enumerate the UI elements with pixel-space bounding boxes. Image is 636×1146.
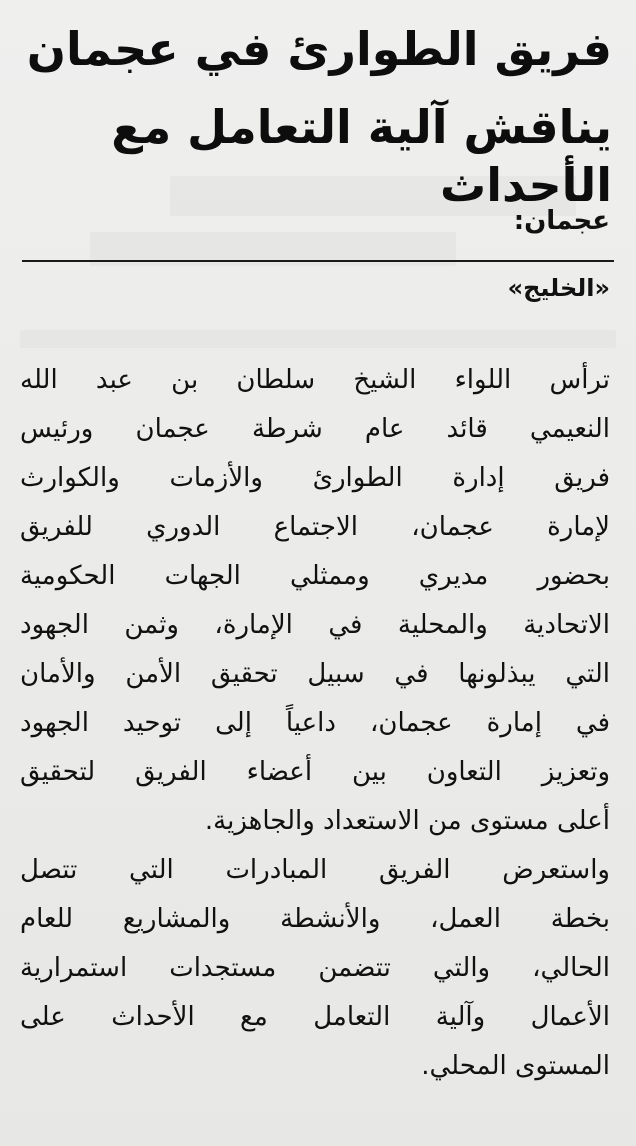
body-line: فريق إدارة الطوارئ والأزمات والكوارث [20, 463, 610, 493]
bleed-through-mark [20, 330, 616, 348]
headline-line-1: فريق الطوارئ في عجمان [26, 22, 612, 76]
body-line: بحضور مديري وممثلي الجهات الحكومية [20, 561, 610, 591]
body-line: لإمارة عجمان، الاجتماع الدوري للفريق [20, 512, 610, 542]
headline-line-2: يناقش آلية التعامل مع الأحداث [111, 100, 612, 212]
body-line: في إمارة عجمان، داعياً إلى توحيد الجهود [20, 708, 610, 738]
body-line: وتعزيز التعاون بين أعضاء الفريق لتحقيق [20, 757, 610, 787]
body-line: الاتحادية والمحلية في الإمارة، وثمن الجهود [20, 610, 610, 640]
body-line: الحالي، والتي تتضمن مستجدات استمرارية [20, 953, 610, 983]
article-body [20, 356, 610, 1091]
body-line: الأعمال وآلية التعامل مع الأحداث على [20, 1002, 610, 1032]
source-credit: «الخليج» [507, 274, 610, 302]
body-line: النعيمي قائد عام شرطة عجمان ورئيس [20, 414, 610, 444]
body-line: بخطة العمل، والأنشطة والمشاريع للعام [20, 904, 610, 934]
body-line: ترأس اللواء الشيخ سلطان بن عبد الله [20, 365, 610, 395]
body-line: أعلى مستوى من الاستعداد والجاهزية. [204, 806, 610, 836]
dateline: عجمان: [513, 206, 610, 236]
body-line: واستعرض الفريق المبادرات التي تتصل [20, 855, 610, 885]
body-line: المستوى المحلي. [421, 1051, 610, 1081]
divider-rule [22, 260, 614, 262]
body-line: التي يبذلونها في سبيل تحقيق الأمن والأمان [20, 659, 610, 689]
